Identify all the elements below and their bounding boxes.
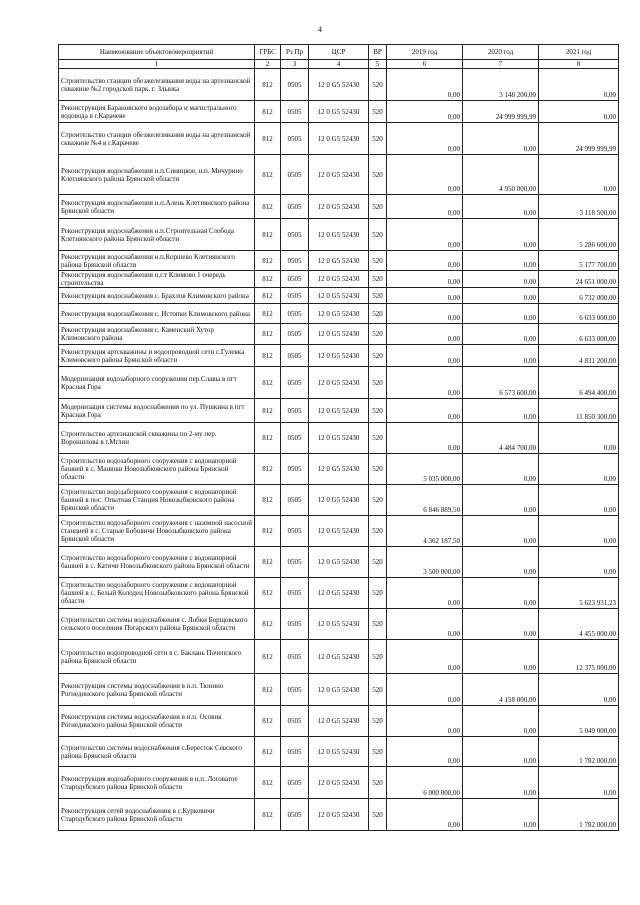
csr-cell: 12 0 G5 52430 <box>309 799 369 831</box>
rzpr-cell: 0505 <box>281 609 309 640</box>
grbs-cell: 812 <box>255 706 281 737</box>
csr-cell: 12 0 G5 52430 <box>309 454 369 485</box>
amount-2021: 11 850 300,00 <box>539 399 619 423</box>
grbs-cell: 812 <box>255 271 281 288</box>
rzpr-cell: 0505 <box>281 737 309 767</box>
amount-2020: 4 158 000,00 <box>463 674 539 706</box>
object-name: Строительство водозаборного сооружения с водонапорной башней в с. Белый Колодец Новозыбковского района Брянской области <box>59 578 255 609</box>
rzpr-cell: 0505 <box>281 288 309 304</box>
amount-2021: 6 633 000,00 <box>539 304 619 324</box>
csr-cell: 12 0 G5 52430 <box>309 516 369 547</box>
vr-cell: 520 <box>369 123 387 155</box>
vr-cell: 520 <box>369 706 387 737</box>
header-cell: Рз Пр <box>281 45 309 60</box>
vr-cell: 520 <box>369 219 387 251</box>
table-row <box>59 737 619 767</box>
amount-2019: 0,00 <box>387 288 463 304</box>
grbs-cell: 812 <box>255 547 281 578</box>
vr-cell: 520 <box>369 345 387 367</box>
amount-2019: 0,00 <box>387 101 463 123</box>
vr-cell: 520 <box>369 288 387 304</box>
csr-cell: 12 0 G5 52430 <box>309 304 369 324</box>
grbs-cell: 812 <box>255 578 281 609</box>
amount-2019: 0,00 <box>387 578 463 609</box>
object-name: Строительство водозаборного сооружения с водонапорной башней в с. Манюки Новозыбковского района Брянской области <box>59 454 255 485</box>
grbs-cell: 812 <box>255 767 281 799</box>
table-row <box>59 219 619 251</box>
vr-cell: 520 <box>369 485 387 516</box>
rzpr-cell: 0505 <box>281 251 309 271</box>
rzpr-cell: 0505 <box>281 516 309 547</box>
amount-2020: 0,00 <box>463 706 539 737</box>
grbs-cell: 812 <box>255 367 281 399</box>
amount-2021: 5 177 700,00 <box>539 251 619 271</box>
rzpr-cell: 0505 <box>281 195 309 219</box>
vr-cell: 520 <box>369 69 387 101</box>
vr-cell: 520 <box>369 101 387 123</box>
header-row <box>59 45 619 60</box>
rzpr-cell: 0505 <box>281 69 309 101</box>
object-name: Модернизация водозаборного сооружения пер.Славы в пгт Красная Гора <box>59 367 255 399</box>
object-name: Реконструкция системы водоснабжения в н.п. Тюнино Рогнединского района Брянской области <box>59 674 255 706</box>
grbs-cell: 812 <box>255 345 281 367</box>
header-cell: ЦСР <box>309 45 369 60</box>
table-row <box>59 547 619 578</box>
amount-2019: 0,00 <box>387 324 463 345</box>
table-row <box>59 767 619 799</box>
amount-2020: 0,00 <box>463 219 539 251</box>
table-row <box>59 674 619 706</box>
rzpr-cell: 0505 <box>281 304 309 324</box>
amount-2021: 6 732 000,00 <box>539 288 619 304</box>
vr-cell: 520 <box>369 324 387 345</box>
csr-cell: 12 0 G5 52430 <box>309 219 369 251</box>
amount-2021: 6 494 400,00 <box>539 367 619 399</box>
vr-cell: 520 <box>369 516 387 547</box>
grbs-cell: 812 <box>255 69 281 101</box>
vr-cell: 520 <box>369 737 387 767</box>
amount-2020: 0,00 <box>463 767 539 799</box>
vr-cell: 520 <box>369 547 387 578</box>
page-number: 4 <box>318 25 322 34</box>
csr-cell: 12 0 G5 52430 <box>309 674 369 706</box>
grbs-cell: 812 <box>255 609 281 640</box>
amount-2019: 0,00 <box>387 609 463 640</box>
object-name: Модернизация системы водоснабжения по ул. Пушкина в пгт Красная Гора <box>59 399 255 423</box>
grbs-cell: 812 <box>255 219 281 251</box>
table-row <box>59 195 619 219</box>
vr-cell: 520 <box>369 155 387 195</box>
grbs-cell: 812 <box>255 485 281 516</box>
object-name: Реконструкция водоснабжения н.п.Алень Клетнянского района Брянской области <box>59 195 255 219</box>
amount-2021: 5 049 000,00 <box>539 706 619 737</box>
header-cell: 2020 год <box>463 45 539 60</box>
grbs-cell: 812 <box>255 516 281 547</box>
rzpr-cell: 0505 <box>281 423 309 454</box>
amount-2020: 3 148 200,00 <box>463 69 539 101</box>
csr-cell: 12 0 G5 52430 <box>309 123 369 155</box>
vr-cell: 520 <box>369 674 387 706</box>
rzpr-cell: 0505 <box>281 101 309 123</box>
table-row <box>59 69 619 101</box>
amount-2020: 4 484 700,00 <box>463 423 539 454</box>
amount-2019: 0,00 <box>387 423 463 454</box>
csr-cell: 12 0 G5 52430 <box>309 640 369 674</box>
amount-2019: 0,00 <box>387 251 463 271</box>
grbs-cell: 812 <box>255 123 281 155</box>
column-number: 1 <box>59 60 255 69</box>
rzpr-cell: 0505 <box>281 155 309 195</box>
amount-2020: 0,00 <box>463 485 539 516</box>
column-number: 6 <box>387 60 463 69</box>
amount-2020: 24 999 999,99 <box>463 101 539 123</box>
object-name: Строительство водозаборного сооружения с водонапорной башней в пос. Опытная Станция Новозыбковского района Брянской области <box>59 485 255 516</box>
table-row <box>59 454 619 485</box>
csr-cell: 12 0 G5 52430 <box>309 101 369 123</box>
column-number: 3 <box>281 60 309 69</box>
rzpr-cell: 0505 <box>281 367 309 399</box>
amount-2021: 0,00 <box>539 101 619 123</box>
csr-cell: 12 0 G5 52430 <box>309 195 369 219</box>
amount-2019: 0,00 <box>387 219 463 251</box>
object-name: Реконструкция водоснабжения н.п.Синицкое, н.п. Мичурино Клетнянского района Брянской области <box>59 155 255 195</box>
amount-2021: 1 782 000,00 <box>539 737 619 767</box>
table-row <box>59 485 619 516</box>
object-name: Строительство системы водоснабжения с.Бересток Севского района Брянской области <box>59 737 255 767</box>
amount-2019: 0,00 <box>387 271 463 288</box>
amount-2020: 6 573 600,00 <box>463 367 539 399</box>
amount-2021: 5 286 600,00 <box>539 219 619 251</box>
table-row <box>59 516 619 547</box>
vr-cell: 520 <box>369 304 387 324</box>
object-name: Реконструкция водоснабжения н.п.Строительная Слобода Клетнянского района Брянской области <box>59 219 255 251</box>
table-row <box>59 609 619 640</box>
object-name: Реконструкция водоснабжения н.п.Коршево Клетнянского района Брянской области <box>59 251 255 271</box>
csr-cell: 12 0 G5 52430 <box>309 423 369 454</box>
csr-cell: 12 0 G5 52430 <box>309 324 369 345</box>
grbs-cell: 812 <box>255 423 281 454</box>
amount-2019: 0,00 <box>387 69 463 101</box>
rzpr-cell: 0505 <box>281 454 309 485</box>
grbs-cell: 812 <box>255 288 281 304</box>
amount-2021: 0,00 <box>539 516 619 547</box>
amount-2019: 3 500 000,00 <box>387 547 463 578</box>
amount-2019: 0,00 <box>387 799 463 831</box>
csr-cell: 12 0 G5 52430 <box>309 367 369 399</box>
table-row <box>59 578 619 609</box>
amount-2020: 0,00 <box>463 578 539 609</box>
amount-2019: 0,00 <box>387 195 463 219</box>
amount-2020: 0,00 <box>463 737 539 767</box>
object-name: Реконструкция водоснабжения п.г.т Климово 1 очередь строительства <box>59 271 255 288</box>
grbs-cell: 812 <box>255 454 281 485</box>
table-row <box>59 271 619 288</box>
amount-2020: 0,00 <box>463 123 539 155</box>
amount-2019: 0,00 <box>387 304 463 324</box>
vr-cell: 520 <box>369 799 387 831</box>
csr-cell: 12 0 G5 52430 <box>309 706 369 737</box>
table-row <box>59 155 619 195</box>
rzpr-cell: 0505 <box>281 271 309 288</box>
amount-2020: 0,00 <box>463 251 539 271</box>
grbs-cell: 812 <box>255 304 281 324</box>
object-name: Реконструкция сетей водоснабжения в с.Курковичи Стародубского района Брянской области <box>59 799 255 831</box>
object-name: Строительство станции обезжелезивания воды на артезианской скважине №2 городской парк, г. Злынка <box>59 69 255 101</box>
grbs-cell: 812 <box>255 195 281 219</box>
rzpr-cell: 0505 <box>281 578 309 609</box>
amount-2021: 0,00 <box>539 547 619 578</box>
table-row <box>59 799 619 831</box>
csr-cell: 12 0 G5 52430 <box>309 155 369 195</box>
vr-cell: 520 <box>369 578 387 609</box>
header-cell: ВР <box>369 45 387 60</box>
vr-cell: 520 <box>369 271 387 288</box>
vr-cell: 520 <box>369 767 387 799</box>
table-row <box>59 324 619 345</box>
amount-2020: 0,00 <box>463 195 539 219</box>
header-cell: Наименование объектов/мероприятий <box>59 45 255 60</box>
amount-2019: 0,00 <box>387 674 463 706</box>
amount-2021: 0,00 <box>539 767 619 799</box>
grbs-cell: 812 <box>255 101 281 123</box>
amount-2019: 0,00 <box>387 345 463 367</box>
rzpr-cell: 0505 <box>281 123 309 155</box>
amount-2021: 0,00 <box>539 454 619 485</box>
table-row <box>59 640 619 674</box>
vr-cell: 520 <box>369 367 387 399</box>
object-name: Строительство водопроводной сети в с. Баклань Почепского района Брянской области <box>59 640 255 674</box>
object-name: Строительство артезианской скважины по 2-му пер. Ворошилова в г.Мглин <box>59 423 255 454</box>
table-row <box>59 345 619 367</box>
object-name: Реконструкция водозаборного сооружения в н.п. Логоватое Стародубского района Брянской области <box>59 767 255 799</box>
amount-2019: 4 362 187,50 <box>387 516 463 547</box>
csr-cell: 12 0 G5 52430 <box>309 271 369 288</box>
amount-2020: 0,00 <box>463 454 539 485</box>
amount-2021: 0,00 <box>539 423 619 454</box>
amount-2020: 0,00 <box>463 399 539 423</box>
object-name: Реконструкция системы водоснабжения в н.п. Осовик Рогнединского района Брянской области <box>59 706 255 737</box>
amount-2021: 4 831 200,00 <box>539 345 619 367</box>
amount-2021: 0,00 <box>539 485 619 516</box>
rzpr-cell: 0505 <box>281 547 309 578</box>
header-cell: 2019 год <box>387 45 463 60</box>
amount-2019: 0,00 <box>387 399 463 423</box>
object-name: Строительство водозаборного сооружения с водонапорной башней в с. Катичи Новозыбковского района Брянской области <box>59 547 255 578</box>
amount-2020: 0,00 <box>463 271 539 288</box>
csr-cell: 12 0 G5 52430 <box>309 609 369 640</box>
object-name: Строительство станции обезжелезивания воды на артезианской скважине №4 в г.Карачеве <box>59 123 255 155</box>
amount-2021: 5 623 931,23 <box>539 578 619 609</box>
amount-2019: 5 035 000,00 <box>387 454 463 485</box>
grbs-cell: 812 <box>255 324 281 345</box>
amount-2019: 0,00 <box>387 737 463 767</box>
column-number: 4 <box>309 60 369 69</box>
csr-cell: 12 0 G5 52430 <box>309 767 369 799</box>
vr-cell: 520 <box>369 640 387 674</box>
csr-cell: 12 0 G5 52430 <box>309 737 369 767</box>
column-number: 2 <box>255 60 281 69</box>
csr-cell: 12 0 G5 52430 <box>309 288 369 304</box>
amount-2019: 6 846 889,50 <box>387 485 463 516</box>
amount-2019: 0,00 <box>387 155 463 195</box>
table-row <box>59 304 619 324</box>
column-number: 5 <box>369 60 387 69</box>
amount-2021: 1 782 000,00 <box>539 799 619 831</box>
vr-cell: 520 <box>369 399 387 423</box>
amount-2019: 0,00 <box>387 706 463 737</box>
vr-cell: 520 <box>369 454 387 485</box>
amount-2019: 0,00 <box>387 640 463 674</box>
object-name: Реконструкция Барановского водозабора и магистрального водовода в г.Карачеве <box>59 101 255 123</box>
amount-2021: 24 651 000,00 <box>539 271 619 288</box>
rzpr-cell: 0505 <box>281 485 309 516</box>
amount-2019: 6 000 000,00 <box>387 767 463 799</box>
object-name: Строительство системы водоснабжения с. Лобки Борщовского сельского поселения Погарского района Брянской области <box>59 609 255 640</box>
header-cell: 2021 год <box>539 45 619 60</box>
grbs-cell: 812 <box>255 251 281 271</box>
amount-2021: 6 633 000,00 <box>539 324 619 345</box>
amount-2020: 4 950 000,00 <box>463 155 539 195</box>
object-name: Реконструкция водоснабжения с. Брахлов Климовского района <box>59 288 255 304</box>
rzpr-cell: 0505 <box>281 799 309 831</box>
amount-2020: 0,00 <box>463 640 539 674</box>
amount-2021: 4 455 000,00 <box>539 609 619 640</box>
csr-cell: 12 0 G5 52430 <box>309 578 369 609</box>
amount-2020: 0,00 <box>463 609 539 640</box>
amount-2020: 0,00 <box>463 547 539 578</box>
csr-cell: 12 0 G5 52430 <box>309 547 369 578</box>
vr-cell: 520 <box>369 423 387 454</box>
rzpr-cell: 0505 <box>281 399 309 423</box>
rzpr-cell: 0505 <box>281 706 309 737</box>
table-row <box>59 423 619 454</box>
amount-2021: 0,00 <box>539 674 619 706</box>
budget-table <box>58 44 619 831</box>
amount-2021: 24 999 999,99 <box>539 123 619 155</box>
csr-cell: 12 0 G5 52430 <box>309 345 369 367</box>
amount-2019: 0,00 <box>387 367 463 399</box>
vr-cell: 520 <box>369 609 387 640</box>
table-row <box>59 399 619 423</box>
rzpr-cell: 0505 <box>281 767 309 799</box>
amount-2021: 0,00 <box>539 155 619 195</box>
amount-2019: 0,00 <box>387 123 463 155</box>
rzpr-cell: 0505 <box>281 324 309 345</box>
table-row <box>59 288 619 304</box>
grbs-cell: 812 <box>255 155 281 195</box>
column-number: 8 <box>539 60 619 69</box>
table-row <box>59 101 619 123</box>
column-number: 7 <box>463 60 539 69</box>
amount-2021: 12 375 000,00 <box>539 640 619 674</box>
amount-2020: 0,00 <box>463 324 539 345</box>
header-cell: ГРБС <box>255 45 281 60</box>
vr-cell: 520 <box>369 195 387 219</box>
csr-cell: 12 0 G5 52430 <box>309 69 369 101</box>
amount-2020: 0,00 <box>463 799 539 831</box>
amount-2021: 3 118 500,00 <box>539 195 619 219</box>
object-name: Реконструкция водоснабжения с. Истопки Климовского района <box>59 304 255 324</box>
rzpr-cell: 0505 <box>281 219 309 251</box>
rzpr-cell: 0505 <box>281 674 309 706</box>
rzpr-cell: 0505 <box>281 640 309 674</box>
object-name: Строительство водозаборного сооружения с наземной насосной станцией в с. Старые Бобовичи Новозыбковского района Брянской области <box>59 516 255 547</box>
table-row <box>59 123 619 155</box>
csr-cell: 12 0 G5 52430 <box>309 251 369 271</box>
table-body <box>59 69 619 831</box>
amount-2020: 0,00 <box>463 288 539 304</box>
vr-cell: 520 <box>369 251 387 271</box>
table-row <box>59 367 619 399</box>
grbs-cell: 812 <box>255 640 281 674</box>
table-row <box>59 251 619 271</box>
object-name: Реконструкция водоснабжения с. Каменский Хутор Климовского района <box>59 324 255 345</box>
object-name: Реконструкция артскважины и водопроводной сети с.Гулевка Климовского района Брянской области <box>59 345 255 367</box>
grbs-cell: 812 <box>255 399 281 423</box>
amount-2020: 0,00 <box>463 516 539 547</box>
csr-cell: 12 0 G5 52430 <box>309 399 369 423</box>
amount-2021: 0,00 <box>539 69 619 101</box>
column-number-row <box>59 60 619 69</box>
table-row <box>59 706 619 737</box>
amount-2020: 0,00 <box>463 304 539 324</box>
amount-2020: 0,00 <box>463 345 539 367</box>
grbs-cell: 812 <box>255 737 281 767</box>
csr-cell: 12 0 G5 52430 <box>309 485 369 516</box>
grbs-cell: 812 <box>255 674 281 706</box>
rzpr-cell: 0505 <box>281 345 309 367</box>
grbs-cell: 812 <box>255 799 281 831</box>
